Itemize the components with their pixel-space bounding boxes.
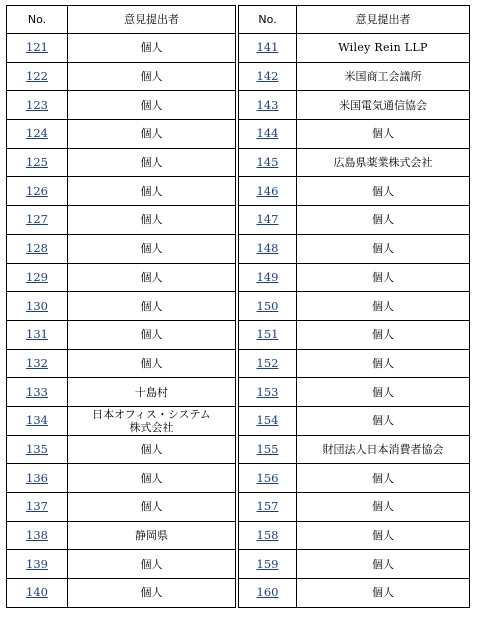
right-submitter-cell [297, 550, 470, 579]
right-number-cell [239, 406, 297, 435]
opinion-link-135[interactable]: 135 [26, 441, 48, 456]
opinion-link-122[interactable]: 122 [26, 69, 48, 84]
submitter-name-line: 個人 [140, 70, 163, 84]
header-submitter-right: 意見提出者 [297, 6, 470, 34]
opinion-link-151[interactable]: 151 [256, 327, 279, 342]
opinion-link-158[interactable]: 158 [256, 528, 279, 543]
left-number-cell [7, 435, 68, 464]
header-no-right: No. [239, 6, 297, 34]
table-row [7, 91, 470, 120]
opinion-link-154[interactable]: 154 [256, 413, 279, 428]
table-row [7, 493, 470, 522]
table-row [7, 34, 470, 63]
opinion-link-160[interactable]: 160 [256, 585, 279, 600]
right-number-cell [239, 349, 297, 378]
table-row [7, 406, 470, 435]
left-submitter-cell [68, 579, 236, 608]
submitter-name-line: 個人 [372, 213, 394, 227]
left-submitter-cell [68, 493, 236, 522]
opinion-link-132[interactable]: 132 [26, 355, 48, 370]
left-submitter-cell [68, 378, 236, 407]
submitter-name-line: 個人 [372, 557, 394, 571]
opinion-link-150[interactable]: 150 [256, 298, 279, 313]
submitter-name-line: 個人 [372, 242, 394, 256]
right-number-cell [239, 550, 297, 579]
submitter-name-line: 個人 [140, 471, 163, 485]
opinion-link-159[interactable]: 159 [256, 556, 279, 571]
table-row [7, 579, 470, 608]
opinion-link-140[interactable]: 140 [26, 585, 48, 600]
right-submitter-cell [297, 521, 470, 550]
opinion-link-128[interactable]: 128 [26, 241, 48, 256]
submitter-name-line: 十島村 [135, 385, 168, 399]
submitter-name-line: 個人 [140, 41, 163, 55]
opinion-link-123[interactable]: 123 [26, 97, 48, 112]
left-submitter-cell [68, 349, 236, 378]
left-number-cell [7, 292, 68, 321]
submitter-name-line: 株式会社 [129, 420, 174, 434]
right-submitter-cell [297, 177, 470, 206]
right-number-cell [239, 206, 297, 235]
header-no-left: No. [7, 6, 68, 34]
opinion-link-125[interactable]: 125 [26, 155, 48, 170]
submitter-name-line: 個人 [140, 500, 163, 514]
opinion-link-152[interactable]: 152 [256, 355, 279, 370]
table-header-row [7, 6, 470, 34]
submitter-name-line: 個人 [372, 586, 394, 600]
table-row [7, 120, 470, 149]
left-number-cell [7, 34, 68, 63]
right-submitter-cell [297, 493, 470, 522]
right-number-cell [239, 320, 297, 349]
table-row [7, 349, 470, 378]
left-number-cell [7, 464, 68, 493]
submitter-name-line: 米国電気通信協会 [339, 98, 427, 112]
submitter-name-line: 財団法人日本消費者協会 [322, 442, 444, 456]
opinion-link-137[interactable]: 137 [26, 499, 48, 514]
table-row [7, 234, 470, 263]
left-submitter-cell [68, 550, 236, 579]
right-number-cell [239, 435, 297, 464]
submitters-table [6, 5, 470, 608]
left-number-cell [7, 521, 68, 550]
submitter-name-line: 個人 [140, 184, 163, 198]
right-number-cell [239, 263, 297, 292]
opinion-link-133[interactable]: 133 [26, 384, 48, 399]
submitter-name-line: 静岡県 [135, 529, 168, 543]
left-submitter-cell [68, 148, 236, 177]
opinion-link-143[interactable]: 143 [256, 97, 279, 112]
submitter-name-line: 個人 [372, 270, 394, 284]
submitter-name-line: 個人 [140, 442, 163, 456]
right-submitter-cell [297, 406, 470, 435]
left-submitter-cell [68, 521, 236, 550]
table-row [7, 521, 470, 550]
header-submitter-left: 意見提出者 [68, 6, 236, 34]
opinion-link-156[interactable]: 156 [256, 470, 279, 485]
opinion-link-134[interactable]: 134 [26, 413, 48, 428]
submitters-table-wrapper [6, 5, 470, 608]
submitter-name-line: 個人 [140, 270, 163, 284]
left-number-cell [7, 91, 68, 120]
left-submitter-cell [68, 320, 236, 349]
right-submitter-cell [297, 120, 470, 149]
left-submitter-cell [68, 62, 236, 91]
right-number-cell [239, 579, 297, 608]
right-submitter-cell [297, 349, 470, 378]
right-submitter-cell [297, 148, 470, 177]
submitter-name-line: 個人 [372, 127, 394, 141]
submitter-name-line: 個人 [140, 98, 163, 112]
opinion-link-127[interactable]: 127 [26, 212, 48, 227]
left-number-cell [7, 263, 68, 292]
opinion-link-131[interactable]: 131 [26, 327, 48, 342]
left-number-cell [7, 406, 68, 435]
submitter-name-line: 米国商工会議所 [344, 70, 422, 84]
opinion-link-121[interactable]: 121 [26, 40, 48, 55]
submitter-name-line: 個人 [372, 414, 394, 428]
left-number-cell [7, 579, 68, 608]
table-row [7, 435, 470, 464]
opinion-link-124[interactable]: 124 [26, 126, 48, 141]
table-body [7, 34, 470, 608]
opinion-link-139[interactable]: 139 [26, 556, 48, 571]
left-number-cell [7, 378, 68, 407]
submitter-name-line: Wiley Rein LLP [338, 41, 428, 55]
opinion-link-129[interactable]: 129 [26, 269, 48, 284]
table-row [7, 320, 470, 349]
left-number-cell [7, 550, 68, 579]
opinion-link-157[interactable]: 157 [256, 499, 279, 514]
right-number-cell [239, 521, 297, 550]
opinion-link-147[interactable]: 147 [256, 212, 279, 227]
left-number-cell [7, 493, 68, 522]
table-row [7, 550, 470, 579]
left-number-cell [7, 148, 68, 177]
right-submitter-cell [297, 579, 470, 608]
submitter-name-line: 個人 [372, 529, 394, 543]
right-submitter-cell [297, 206, 470, 235]
left-submitter-cell [68, 263, 236, 292]
left-number-cell [7, 177, 68, 206]
right-submitter-cell [297, 62, 470, 91]
left-submitter-cell [68, 406, 236, 435]
submitter-name-line: 日本オフィス・システム [92, 407, 211, 421]
table-row [7, 378, 470, 407]
submitter-name-line: 個人 [140, 156, 163, 170]
left-number-cell [7, 234, 68, 263]
right-number-cell [239, 292, 297, 321]
submitter-name-line: 個人 [372, 385, 394, 399]
left-submitter-cell [68, 234, 236, 263]
table-row [7, 148, 470, 177]
right-number-cell [239, 120, 297, 149]
right-submitter-cell [297, 320, 470, 349]
right-number-cell [239, 234, 297, 263]
left-number-cell [7, 206, 68, 235]
opinion-link-145[interactable]: 145 [256, 155, 279, 170]
submitter-name-line: 個人 [140, 213, 163, 227]
submitter-name-line: 個人 [140, 127, 163, 141]
opinion-link-141[interactable]: 141 [256, 40, 279, 55]
submitter-name-line: 個人 [372, 471, 394, 485]
table-row [7, 263, 470, 292]
opinion-link-126[interactable]: 126 [26, 183, 48, 198]
right-number-cell [239, 177, 297, 206]
right-number-cell [239, 91, 297, 120]
right-submitter-cell [297, 292, 470, 321]
table-row [7, 177, 470, 206]
right-number-cell [239, 378, 297, 407]
left-submitter-cell [68, 464, 236, 493]
submitter-name-line: 個人 [140, 356, 163, 370]
right-submitter-cell [297, 435, 470, 464]
right-submitter-cell [297, 464, 470, 493]
table-row [7, 464, 470, 493]
right-submitter-cell [297, 378, 470, 407]
left-submitter-cell [68, 206, 236, 235]
right-submitter-cell [297, 34, 470, 63]
submitter-name-line: 広島県薬業株式会社 [333, 156, 433, 170]
opinion-link-136[interactable]: 136 [26, 470, 48, 485]
opinion-link-130[interactable]: 130 [26, 298, 48, 313]
opinion-link-149[interactable]: 149 [256, 269, 279, 284]
submitter-name-line: 個人 [140, 557, 163, 571]
opinion-link-144[interactable]: 144 [256, 126, 279, 141]
submitter-name-line: 個人 [372, 299, 394, 313]
right-number-cell [239, 148, 297, 177]
right-submitter-cell [297, 91, 470, 120]
right-number-cell [239, 34, 297, 63]
right-number-cell [239, 493, 297, 522]
submitter-name-line: 個人 [372, 500, 394, 514]
opinion-link-153[interactable]: 153 [256, 384, 279, 399]
left-submitter-cell [68, 34, 236, 63]
opinion-link-146[interactable]: 146 [256, 183, 279, 198]
table-row [7, 62, 470, 91]
submitter-name-line: 個人 [140, 299, 163, 313]
left-submitter-cell [68, 91, 236, 120]
right-submitter-cell [297, 263, 470, 292]
opinion-link-155[interactable]: 155 [256, 441, 279, 456]
left-submitter-cell [68, 177, 236, 206]
submitter-name-line: 個人 [372, 356, 394, 370]
opinion-link-142[interactable]: 142 [256, 69, 279, 84]
opinion-link-148[interactable]: 148 [256, 241, 279, 256]
right-number-cell [239, 62, 297, 91]
table-row [7, 292, 470, 321]
left-submitter-cell [68, 435, 236, 464]
submitter-name-line: 個人 [372, 184, 394, 198]
submitter-name-line: 個人 [140, 242, 163, 256]
submitter-name-line: 個人 [372, 328, 394, 342]
left-number-cell [7, 120, 68, 149]
right-submitter-cell [297, 234, 470, 263]
left-number-cell [7, 62, 68, 91]
opinion-link-138[interactable]: 138 [26, 528, 48, 543]
right-number-cell [239, 464, 297, 493]
submitter-name-line: 個人 [140, 586, 163, 600]
left-number-cell [7, 349, 68, 378]
submitter-name-line: 個人 [140, 328, 163, 342]
left-number-cell [7, 320, 68, 349]
left-submitter-cell [68, 120, 236, 149]
table-row [7, 206, 470, 235]
left-submitter-cell [68, 292, 236, 321]
